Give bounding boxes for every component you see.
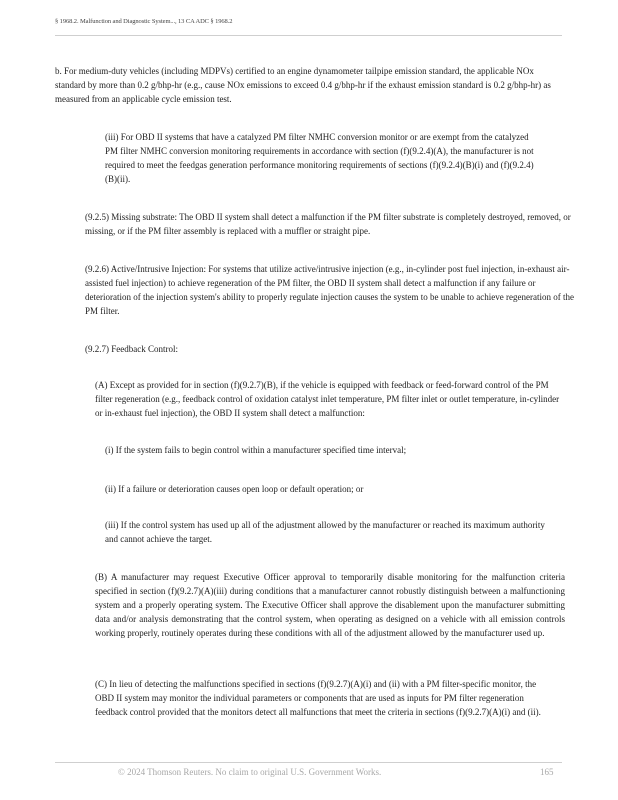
paragraph-9-2-6-active-injection: (9.2.6) Active/Intrusive Injection: For systems that utilize active/intrusive injection (e.g., in-cylinder post fuel injection, in-exhaust air-assisted fuel injection) to achieve regeneration of the PM filter, the OBD II system shall detect a malfunction if any failure or deterioration of the injection system's ability to properly regulate injection causes the system to be unable to achieve regeneration of the PM filter. (85, 264, 574, 316)
footer-copyright: © 2024 Thomson Reuters. No claim to original U.S. Government Works. (118, 767, 382, 777)
paragraph-A: (A) Except as provided for in section (f)(9.2.7)(B), if the vehicle is equipped with feedback or feed-forward control of the PM filter regeneration (e.g., feedback control of oxidation catalyst inlet temperature, PM filter inlet or outlet temperature, in-cylinder or in-exhaust fuel injection), the OBD II system shall detect a malfunction: (95, 380, 560, 418)
paragraph-i: (i) If the system fails to begin control within a manufacturer specified time interval; (105, 445, 407, 455)
running-head: § 1968.2. Malfunction and Diagnostic System..., 13 CA ADC § 1968.2 (55, 18, 233, 25)
footer-divider (55, 762, 562, 763)
paragraph-iii: (iii) If the control system has used up all of the adjustment allowed by the manufacturer or reached its maximum authority and cannot achieve the target. (105, 520, 545, 544)
paragraph-b: b. For medium-duty vehicles (including MDPVs) certified to an engine dynamometer tailpipe emission standard, the applicable NOx standard by more than 0.2 g/bhp-hr (e.g., cause NOx emissions to exceed 0.4 g/bhp-hr if the exhaust emission standard is 0.2 g/bhp-hr) as measured from an applicable cycle emission test. (55, 66, 551, 104)
paragraph-B: (B) A manufacturer may request Executive Officer approval to temporarily disable monitoring for the malfunction criteria specified in section (f)(9.2.7)(A)(iii) during conditions that a manufacturer cannot robustly distinguish between a malfunctioning system and a properly operating system. The Executive Officer shall approve the disablement upon the manufacturer submitting data and/or analysis demonstrating that the control system, when operating as designed on a vehicle with all emission controls working properly, routinely operates during these conditions with all of the adjustment allowed by the manufacturer used up. (95, 572, 565, 638)
paragraph-9-2-5-missing-substrate: (9.2.5) Missing substrate: The OBD II system shall detect a malfunction if the PM filter substrate is completely destroyed, removed, or missing, or if the PM filter assembly is replaced with a muffler or straight pipe. (85, 212, 571, 236)
paragraph-ii: (ii) If a failure or deterioration causes open loop or default operation; or (105, 484, 364, 494)
paragraph-C: (C) In lieu of detecting the malfunctions specified in sections (f)(9.2.7)(A)(i) and (ii) with a PM filter-specific monitor, the OBD II system may monitor the individual parameters or components that are used as inputs for PM filter regeneration feedback control provided that the monitors detect all malfunctions that meet the criteria in sections (f)(9.2.7)(A)(i) and (ii). (95, 679, 541, 717)
paragraph-9-2-7-feedback-control: (9.2.7) Feedback Control: (85, 344, 178, 354)
page-number: 165 (540, 767, 554, 777)
header-divider (55, 35, 562, 36)
paragraph-iii-pm-filter-nmhc: (iii) For OBD II systems that have a catalyzed PM filter NMHC conversion monitor or are exempt from the catalyzed PM filter NMHC conversion monitoring requirements in accordance with section (f)(9.2.4)(A), the manufacturer is not required to meet the feedgas generation performance monitoring requirements of sections (f)(9.2.4)(B)(i) and (f)(9.2.4)(B)(ii). (105, 132, 534, 184)
